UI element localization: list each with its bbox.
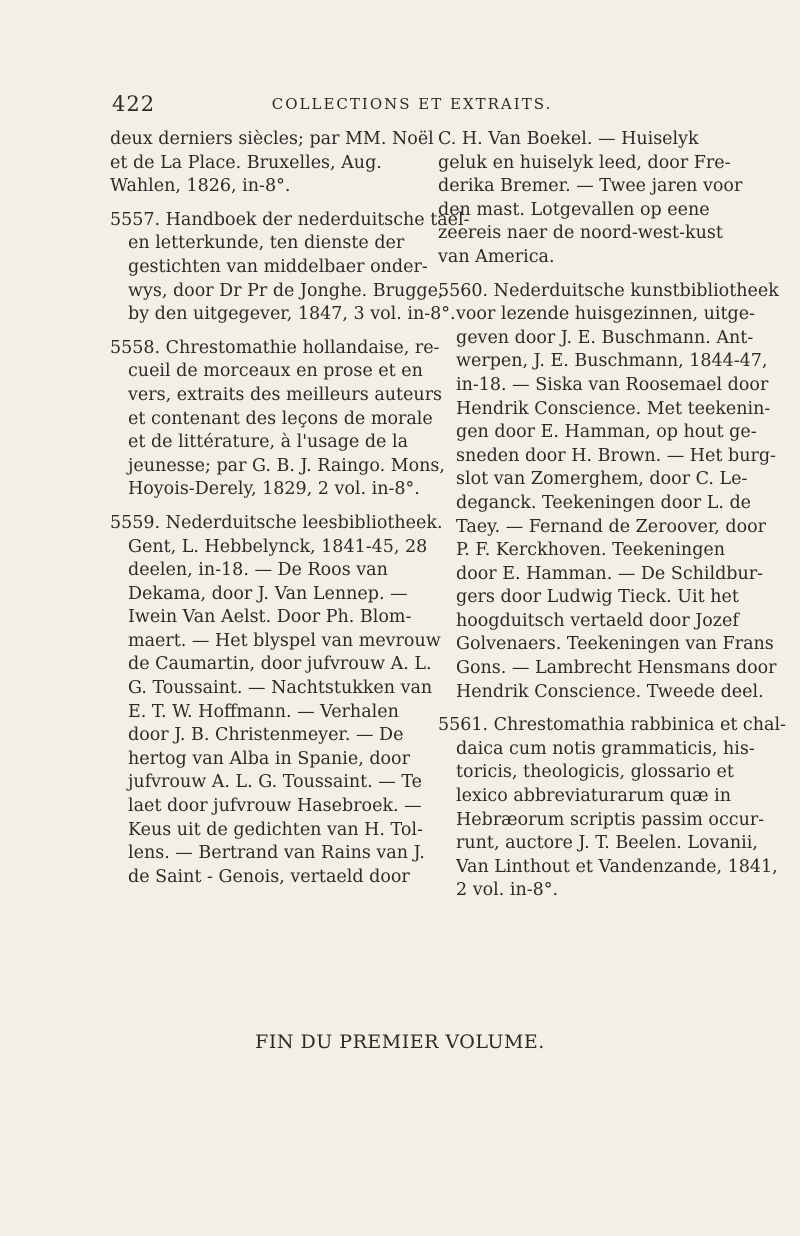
text-line: 5561. Chrestomathia rabbinica et chal- <box>438 715 786 736</box>
page-number: 422 <box>112 92 156 116</box>
text-line: sneden door H. Brown. — Het burg- <box>456 445 776 466</box>
text-line: Keus uit de gedichten van H. Tol- <box>128 819 423 840</box>
text-line: in-18. — Siska van Roosemael door <box>456 374 769 395</box>
text-line: van America. <box>438 246 555 267</box>
text-line: gestichten van middelbaer onder- <box>128 256 428 277</box>
entry-5559 <box>110 512 443 890</box>
text-line: et de littérature, à l'usage de la <box>128 432 408 453</box>
text-line: et contenant des leçons de morale <box>128 408 433 429</box>
text-line: hoogduitsch vertaeld door Jozef <box>456 610 739 631</box>
text-line: Hendrik Conscience. Met teekenin- <box>456 398 771 419</box>
text-line: Van Linthout et Vandenzande, 1841, <box>456 856 778 877</box>
page-header <box>112 92 712 118</box>
text-line: voor lezende huisgezinnen, uitge- <box>456 304 755 325</box>
text-line: by den uitgegever, 1847, 3 vol. in-8°. <box>128 304 456 325</box>
text-line: lexico abbreviaturarum quæ in <box>456 786 732 807</box>
text-line: werpen, J. E. Buschmann, 1844-47, <box>456 351 768 372</box>
text-line: lens. — Bertrand van Rains van J. <box>128 843 425 864</box>
text-line: maert. — Het blyspel van mevrouw <box>128 630 441 651</box>
closing-title: FIN DU PREMIER VOLUME. <box>255 1031 545 1053</box>
text-line: 5557. Handboek der nederduitsche tael- <box>110 209 470 230</box>
text-line: geven door J. E. Buschmann. Ant- <box>456 327 754 348</box>
text-line: Hebræorum scriptis passim occur- <box>456 809 765 830</box>
text-line: en letterkunde, ten dienste der <box>128 233 405 254</box>
entry-continued <box>438 128 743 270</box>
text-line: gen door E. Hamman, op hout ge- <box>456 422 757 443</box>
text-line: Iwein Van Aelst. Door Ph. Blom- <box>128 607 412 628</box>
text-line: deux derniers siècles; par MM. Noël <box>110 129 434 149</box>
text-line: wys, door Dr Pr de Jonghe. Brugge, <box>128 280 444 301</box>
text-line: 5559. Nederduitsche leesbibliotheek. <box>110 512 443 533</box>
text-line: C. H. Van Boekel. — Huiselyk <box>438 129 699 149</box>
text-line: door E. Hamman. — De Schildbur- <box>456 563 764 584</box>
text-line: jeunesse; par G. B. J. Raingo. Mons, <box>128 455 445 476</box>
text-line: derika Bremer. — Twee jaren voor <box>438 176 743 197</box>
text-line: deelen, in-18. — De Roos van <box>128 560 388 581</box>
text-line: Hoyois-Derely, 1829, 2 vol. in-8°. <box>128 479 420 500</box>
text-line: Gent, L. Hebbelynck, 1841-45, 28 <box>128 536 428 557</box>
text-line: Taey. — Fernand de Zeroover, door <box>456 516 767 537</box>
text-line: Hendrik Conscience. Tweede deel. <box>456 681 764 702</box>
entry-5561 <box>438 714 786 903</box>
text-line: door J. B. Christenmeyer. — De <box>128 725 404 746</box>
text-line: runt, auctore J. T. Beelen. Lovanii, <box>456 833 758 854</box>
text-line: geluk en huiselyk leed, door Fre- <box>438 152 731 173</box>
text-line: slot van Zomerghem, door C. Le- <box>456 469 748 490</box>
text-line: 5558. Chrestomathie hollandaise, re- <box>110 337 440 358</box>
right-column <box>438 128 786 913</box>
entry-5558 <box>110 337 445 502</box>
text-line: 2 vol. in-8°. <box>456 880 559 901</box>
text-line: de Caumartin, door jufvrouw A. L. <box>128 654 432 675</box>
text-line: E. T. W. Hoffmann. — Verhalen <box>128 701 399 722</box>
left-column <box>110 128 470 899</box>
text-line: Golvenaers. Teekeningen van Frans <box>456 634 774 655</box>
text-line: et de La Place. Bruxelles, Aug. <box>110 152 382 173</box>
text-line: jufvrouw A. L. G. Toussaint. — Te <box>128 772 423 793</box>
text-line: zeereis naer de noord-west-kust <box>438 223 723 244</box>
entry-5560 <box>438 280 779 705</box>
running-title: COLLECTIONS ET EXTRAITS. <box>271 95 553 113</box>
text-line: cueil de morceaux en prose et en <box>128 361 423 382</box>
text-line: vers, extraits des meilleurs auteurs <box>128 384 443 405</box>
entry <box>110 128 434 199</box>
text-line: deganck. Teekeningen door L. de <box>456 492 752 513</box>
text-line: hertog van Alba in Spanie, door <box>128 748 410 769</box>
text-line: Dekama, door J. Van Lennep. — <box>128 583 408 604</box>
text-line: P. F. Kerckhoven. Teekeningen <box>456 540 726 561</box>
text-line: Wahlen, 1826, in-8°. <box>110 176 291 197</box>
text-line: G. Toussaint. — Nachtstukken van <box>128 678 433 699</box>
entry-5557 <box>110 209 470 327</box>
text-line: Gons. — Lambrecht Hensmans door <box>456 658 777 679</box>
text-line: de Saint - Genois, vertaeld door <box>128 866 410 887</box>
text-line: gers door Ludwig Tieck. Uit het <box>456 587 739 608</box>
text-line: den mast. Lotgevallen op eene <box>438 199 710 220</box>
text-line: toricis, theologicis, glossario et <box>456 762 734 783</box>
text-line: daica cum notis grammaticis, his- <box>456 738 755 759</box>
text-line: laet door jufvrouw Hasebroek. — <box>128 796 422 817</box>
text-line: 5560. Nederduitsche kunstbibliotheek <box>438 280 779 301</box>
